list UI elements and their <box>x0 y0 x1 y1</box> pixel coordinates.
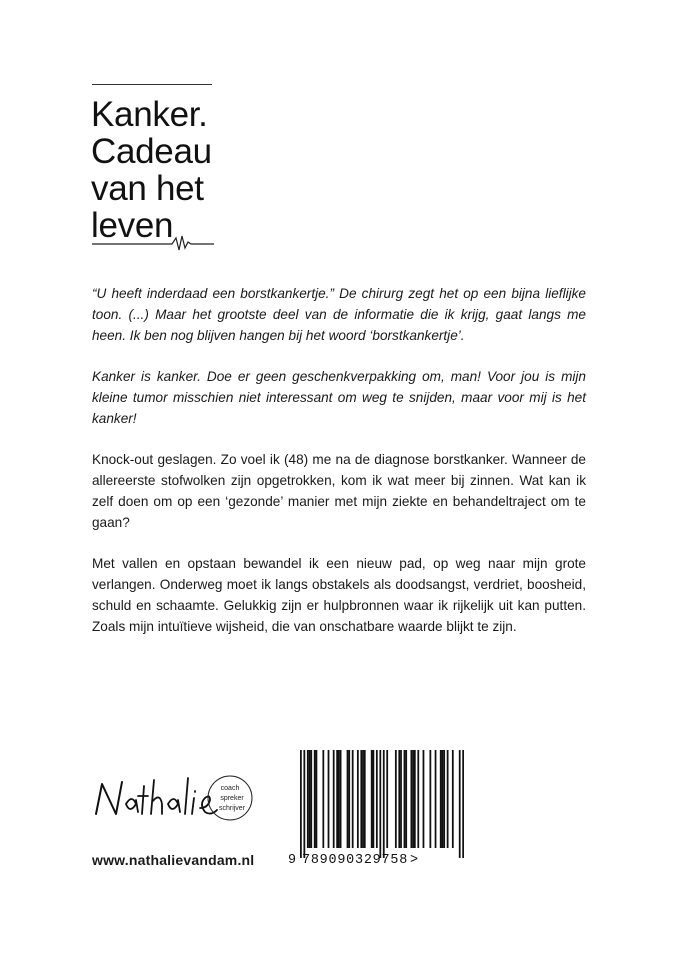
barcode-bar <box>340 750 342 848</box>
barcode-bar <box>364 750 366 848</box>
barcode-bars <box>300 750 464 858</box>
barcode-bar <box>423 750 425 848</box>
barcode-bar <box>333 750 335 848</box>
barcode-bar <box>328 750 330 848</box>
barcode-bar <box>360 750 362 848</box>
barcode-bar <box>357 750 359 848</box>
barcode-bar <box>373 750 375 848</box>
barcode-bar <box>362 750 364 848</box>
barcode-bar <box>410 750 412 848</box>
isbn-barcode <box>288 750 464 870</box>
barcode-bar <box>447 750 449 848</box>
barcode-bar <box>303 750 305 858</box>
barcode-bar <box>459 750 461 858</box>
blurb-paragraph-2: Kanker is kanker. Doe er geen geschenkverpakking om, man! Voor jou is mijn kleine tumor misschien niet interessant om weg te snijden, maar voor mij is het kanker! <box>92 369 586 426</box>
barcode-bar <box>316 750 318 848</box>
title-line-4: leven <box>91 206 174 245</box>
title-line-2: Cadeau <box>91 132 212 171</box>
barcode-bar <box>443 750 445 848</box>
isbn-digits: 789090329758 <box>302 853 409 868</box>
barcode-bar <box>314 750 316 848</box>
barcode-bar <box>383 750 385 858</box>
barcode-bar <box>310 750 312 848</box>
signature-role-coach: coach <box>220 785 240 792</box>
blurb-paragraph-3: Knock-out geslagen. Zo voel ik (48) me na de diagnose borstkanker. Wanneer de allereerste stofwolken zijn opgetrokken, kom ik wat meer bij zinnen. Wat kan ik zelf doen om op een ‘gezonde’ manier met mijn ziekte en behandeltraject om te gaan? <box>92 452 586 530</box>
isbn-quiet-zone-arrow: > <box>410 853 419 868</box>
title-line-1: Kanker. <box>91 95 208 134</box>
barcode-bar <box>462 750 464 858</box>
barcode-bar <box>404 750 406 848</box>
barcode-bar <box>348 750 350 848</box>
barcode-bar <box>338 750 340 848</box>
barcode-bar <box>400 750 402 848</box>
barcode-bar <box>352 750 354 848</box>
barcode-bar <box>347 750 349 848</box>
book-title <box>91 96 291 244</box>
barcode-bar <box>442 750 444 848</box>
blurb-paragraph-1: “U heeft inderdaad een borstkankertje.” De chirurg zegt het op een bijna lieflijke toon. (...) Maar het grootste deel van de informatie die ik krijg, gaat langs me heen. Ik ben nog blijven hangen bij het woord ‘borstkankertje’. <box>92 286 586 343</box>
signature-role-schrijver: schrijver <box>218 805 246 812</box>
blurb <box>92 283 586 657</box>
barcode-bar <box>405 750 407 848</box>
barcode-bar <box>429 750 431 848</box>
website-url: www.nathalievandam.nl <box>92 852 255 868</box>
barcode-bar <box>336 750 338 848</box>
barcode-bar <box>440 750 442 848</box>
barcode-bar <box>322 750 324 848</box>
barcode-bar <box>371 750 373 848</box>
barcode-bar <box>300 750 302 858</box>
barcode-bar <box>386 750 388 848</box>
barcode-bar <box>398 750 400 848</box>
heartbeat-line-icon <box>92 234 214 254</box>
signature-role-spreker: spreker <box>220 795 244 802</box>
barcode-bar <box>376 750 378 848</box>
barcode-bar <box>309 750 311 848</box>
barcode-bar <box>417 750 419 848</box>
title-line-3: van het <box>91 169 204 208</box>
barcode-bar <box>435 750 437 848</box>
title-top-rule <box>92 84 212 85</box>
barcode-bar <box>307 750 309 848</box>
nathalie-signature-logo <box>92 770 272 830</box>
barcode-bar <box>379 750 381 858</box>
barcode-bar <box>452 750 454 848</box>
barcode-bar <box>414 750 416 848</box>
isbn-first-digit: 9 <box>288 853 297 868</box>
barcode-bar <box>412 750 414 848</box>
barcode-bar <box>395 750 397 848</box>
blurb-paragraph-4: Met vallen en opstaan bewandel ik een nieuw pad, op weg naar mijn grote verlangen. Onderweg moet ik langs obstakels als doodsangst, verdriet, boosheid, schuld en schaamte. Gelukkig zijn er hulpbronnen waar ik rijkelijk uit kan putten. Zoals mijn intuïtieve wijsheid, die van onschatbare waarde blijkt te zijn. <box>92 556 586 634</box>
isbn-number <box>288 853 464 868</box>
